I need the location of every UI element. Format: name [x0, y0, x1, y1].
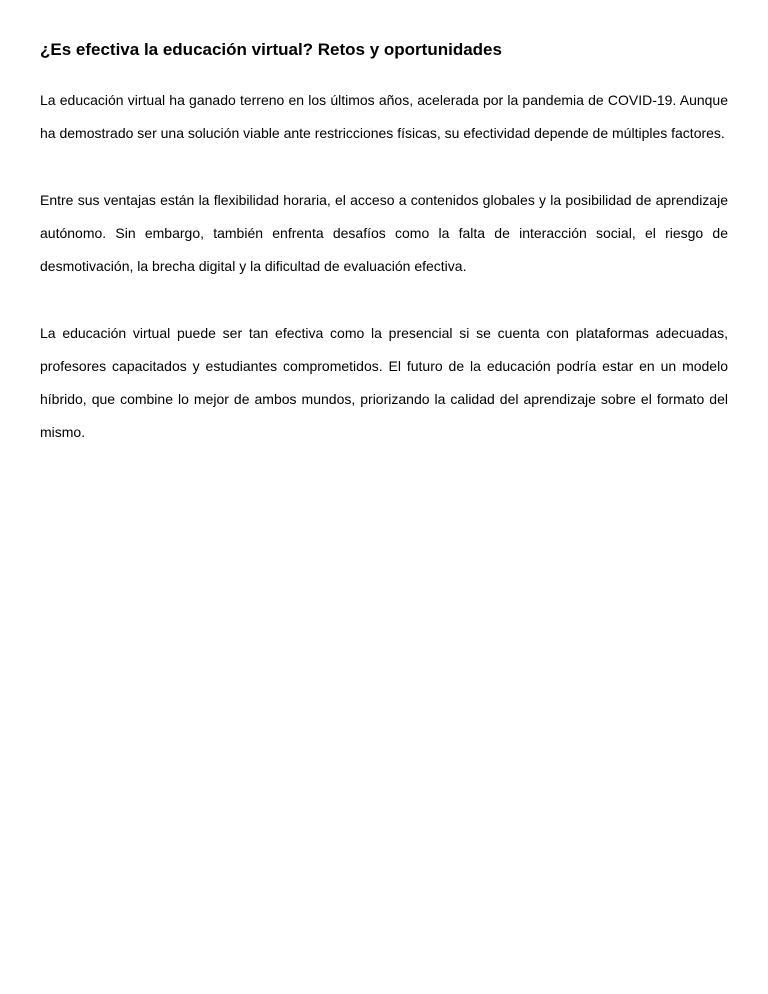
document-title: ¿Es efectiva la educación virtual? Retos y oportunidades [40, 40, 502, 59]
document-body [40, 84, 728, 449]
document-page [40, 36, 728, 483]
paragraph-conclusion: La educación virtual puede ser tan efectiva como la presencial si se cuenta con plataformas adecuadas, profesores capacitados y estudiantes comprometidos. El futuro de la educación podría estar en un modelo híbrido, que combine lo mejor de ambos mundos, priorizando la calidad del aprendizaje sobre el formato del mismo. [40, 325, 728, 440]
paragraph-intro: La educación virtual ha ganado terreno en los últimos años, acelerada por la pandemia de COVID-19. Aunque ha demostrado ser una solución viable ante restricciones físicas, su efectividad depende de múltiples factores. [40, 92, 728, 141]
paragraph-advantages-challenges: Entre sus ventajas están la flexibilidad horaria, el acceso a contenidos globales y la posibilidad de aprendizaje autónomo. Sin embargo, también enfrenta desafíos como la falta de interacción social, el riesgo de desmotivación, la brecha digital y la dificultad de evaluación efectiva. [40, 192, 728, 274]
